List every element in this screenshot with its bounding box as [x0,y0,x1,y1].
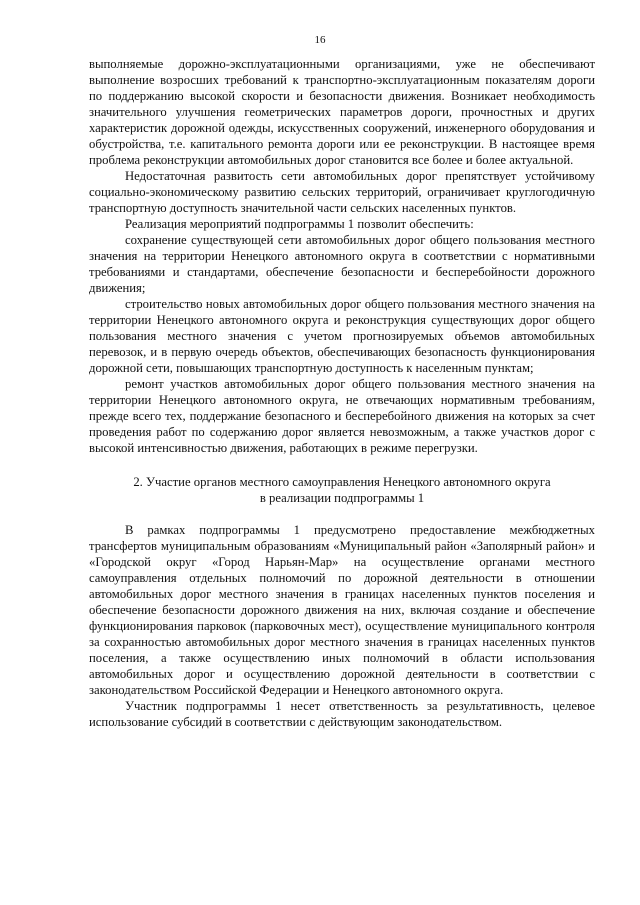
measure-preservation-paragraph: сохранение существующей сети автомобильных дорог общего пользования местного значения на территории Ненецкого автономного округа в соответствии с нормативными требованиями и стандартами, обеспечение безопасности и бесперебойности дорожного движения; [89,233,595,295]
page-number: 16 [314,34,326,46]
measure-construction-paragraph: строительство новых автомобильных дорог общего пользования местного значения на территории Ненецкого автономного округа и реконструкция существующих дорог общего пользования местного значения с учетом прогнозируемых объемов автомобильных перевозок, и в первую очередь объектов, обеспечивающих безопасность функционирования дорожной сети, повышающих транспортную доступность к населенным пунктам; [89,297,595,375]
responsibility-paragraph: Участник подпрограммы 1 несет ответственность за результативность, целевое использование субсидий в соответствии с действующим законодательством. [89,699,595,729]
section-heading [89,474,595,506]
measure-repair-paragraph: ремонт участков автомобильных дорог общего пользования местного значения на территории Ненецкого автономного округа, не отвечающих нормативным требованиям, прежде всего тех, поддержание безопасного и бесперебойного движения на которых за счет проведения работ по содержанию дорог является невозможным, а также участков дорог с высокой интенсивностью движения, работающих в режиме перегрузки. [89,377,595,455]
section-heading-line-2: в реализации подпрограммы 1 [259,491,425,505]
intro-continuation-paragraph: выполняемые дорожно-эксплуатационными организациями, уже не обеспечивают выполнение возросших требований к транспортно-эксплуатационным показателям дороги по поддержанию высокой скорости и безопасности движения. Возникает необходимость значительного улучшения геометрических параметров дороги, прочностных и других характеристик дорожной одежды, искусственных сооружений, инженерного оборудования и обустройства, т.е. капитального ремонта дороги или ее реконструкции. В настоящее время проблема реконструкции автомобильных дорог становится все более и более актуальной. [89,57,595,167]
rural-roads-paragraph: Недостаточная развитость сети автомобильных дорог препятствует устойчивому социально-экономическому развитию сельских территорий, ограничивает круглогодичную транспортную доступность значительной части сельских населенных пунктов. [89,169,595,215]
document-body [89,56,595,730]
section-heading-line-1: 2. Участие органов местного самоуправления Ненецкого автономного округа [133,475,551,489]
transfers-paragraph: В рамках подпрограммы 1 предусмотрено предоставление межбюджетных трансфертов муниципальным образованиям «Муниципальный район «Заполярный район» и «Городской округ «Город Нарьян-Мар» на осуществление органами местного самоуправления отдельных полномочий по дорожной деятельности в отношении автомобильных дорог местного значения в границах населенных пунктов поселения и обеспечение безопасности дорожного движения на них, включая создание и обеспечение функционирования парковок (парковочных мест), осуществление муниципального контроля за сохранностью автомобильных дорог местного значения в границах населенных пунктов поселения, а также осуществлению иных полномочий в области использования автомобильных дорог и осуществлению дорожной деятельности в соответствии с законодательством Российской Федерации и Ненецкого автономного округа. [89,523,595,697]
measures-lead-paragraph: Реализация мероприятий подпрограммы 1 позволит обеспечить: [125,217,474,231]
